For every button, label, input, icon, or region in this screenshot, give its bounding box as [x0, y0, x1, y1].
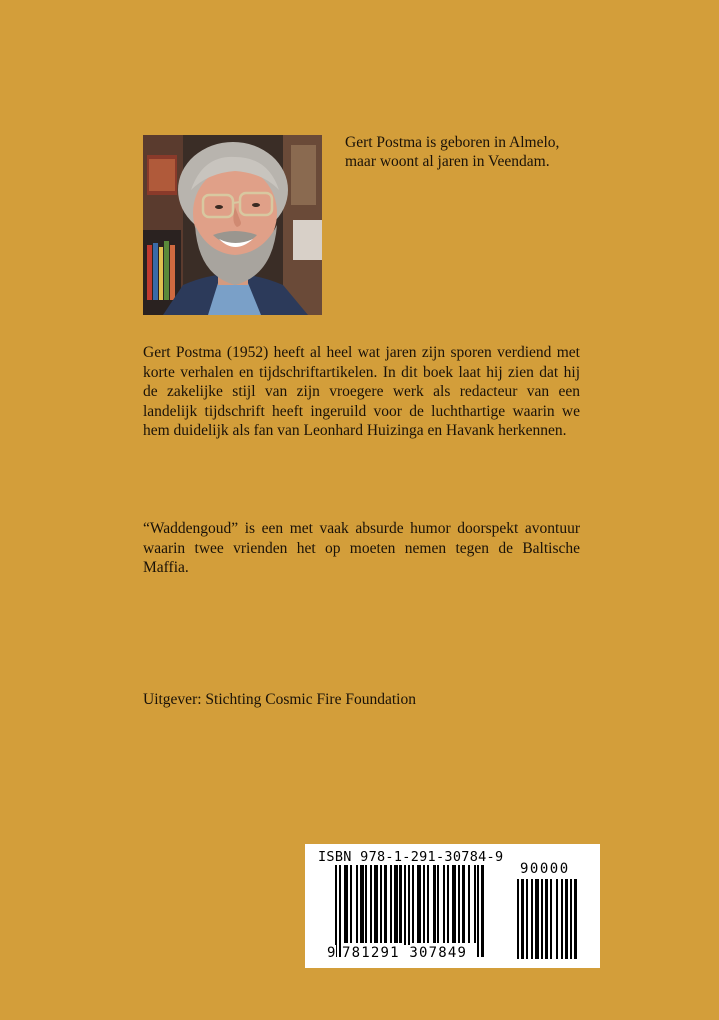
barcode-bar	[427, 865, 429, 943]
barcode-bar	[423, 865, 425, 943]
ean-first-digit: 9	[327, 945, 336, 961]
barcode-bar	[545, 879, 548, 959]
addon-barcode-bars	[517, 879, 585, 959]
barcode-bar	[335, 865, 337, 957]
barcode-bar	[468, 865, 470, 943]
barcode-bar	[447, 865, 449, 943]
barcode-bar	[339, 865, 341, 957]
barcode-bar	[390, 865, 392, 943]
ean-barcode-bars	[335, 865, 507, 957]
barcode-bar	[521, 879, 524, 959]
barcode-bar	[437, 865, 439, 943]
barcode-bar	[541, 879, 543, 959]
barcode-bar	[550, 879, 552, 959]
barcode-bar	[458, 865, 460, 943]
barcode-bar	[574, 879, 577, 959]
barcode-bar	[452, 865, 456, 943]
author-description: Gert Postma (1952) heeft al heel wat jaren zijn sporen verdiend met korte verhalen en tijdschriftartikelen. In dit boek laat hij zien dat hij de zakelijke stijl van zijn vroegere werk als redacteur van een landelijk tijdschrift heeft ingeruild voor de luchthartige waarin we hem duidelijk als fan van Leonhard Huizinga en Havank herkennen.	[143, 344, 580, 439]
barcode-bar	[350, 865, 352, 943]
barcode-bar	[360, 865, 364, 943]
barcode-bar	[399, 865, 402, 943]
barcode-bar	[531, 879, 533, 959]
barcode-bar	[535, 879, 539, 959]
ean-digits	[341, 945, 501, 961]
addon-digits: 90000	[520, 861, 570, 877]
barcode-bar	[565, 879, 568, 959]
barcode-bar	[384, 865, 387, 943]
barcode-bar	[365, 865, 367, 943]
barcode-bar	[370, 865, 372, 943]
barcode-bar	[570, 879, 572, 959]
barcode-bar	[556, 879, 558, 959]
isbn-label: ISBN 978-1-291-30784-9	[318, 849, 504, 865]
barcode-bar	[380, 865, 382, 943]
barcode-bar	[412, 865, 414, 943]
publisher-line: Uitgever: Stichting Cosmic Fire Foundation	[143, 691, 416, 708]
isbn-barcode	[305, 844, 600, 968]
barcode-bar	[433, 865, 436, 943]
barcode-bar	[474, 865, 476, 943]
barcode-bar	[417, 865, 421, 943]
barcode-bar	[443, 865, 445, 943]
barcode-bar	[481, 865, 484, 957]
book-description: “Waddengoud” is een met vaak absurde humor doorspekt avontuur waarin twee vrienden het op moeten nemen tegen de Baltische Maffia.	[143, 520, 580, 576]
barcode-bar	[394, 865, 398, 943]
author-photo	[143, 135, 322, 315]
barcode-bar	[561, 879, 563, 959]
barcode-bar	[462, 865, 465, 943]
barcode-bar	[526, 879, 528, 959]
author-short-bio: Gert Postma is geboren in Almelo, maar woont al jaren in Veendam.	[345, 134, 560, 170]
ean-digits-text: 781291 307849	[342, 945, 468, 961]
barcode-bar	[344, 865, 348, 943]
barcode-bar	[517, 879, 519, 959]
barcode-bar	[356, 865, 358, 943]
barcode-bar	[408, 865, 410, 957]
barcode-bar	[404, 865, 406, 957]
barcode-bar	[477, 865, 479, 957]
barcode-bar	[374, 865, 378, 943]
